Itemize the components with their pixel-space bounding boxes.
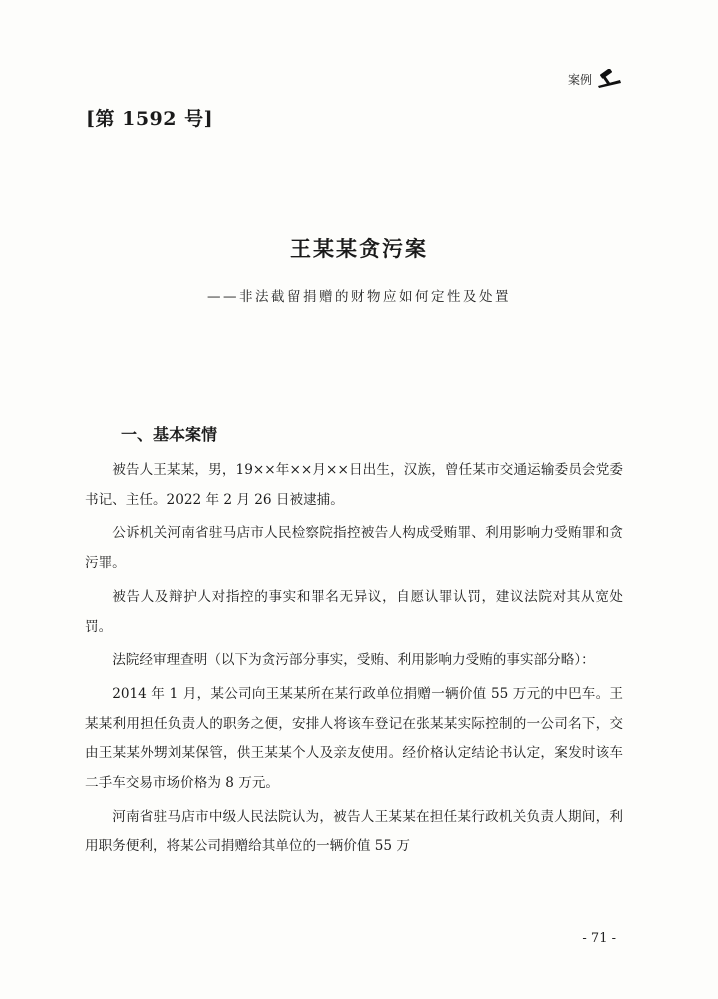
- paragraph: 2014 年 1 月，某公司向王某某所在某行政单位捐赠一辆价值 55 万元的中巴车。王某某利用担任负责人的职务之便，安排人将该车登记在张某某实际控制的一公司名下，交由王某某外甥刘某保管，供王某某个人及亲友使用。经价格认定结论书认定，案发时该车二手车交易市场价格为 8 万元。: [85, 685, 623, 792]
- section-heading: 一、基本案情: [121, 425, 218, 444]
- paragraph: 被告人王某某，男，19××年××月××日出生，汉族，曾任某市交通运输委员会党委书记、主任。2022 年 2 月 26 日被逮捕。: [85, 462, 623, 508]
- running-header: [568, 69, 622, 89]
- document-title: 王某某贪污案: [290, 236, 428, 261]
- header-label: 案例: [567, 72, 592, 87]
- page-number: - 71 -: [582, 931, 616, 946]
- document-subtitle: ——非法截留捐赠的财物应如何定性及处置: [207, 289, 511, 305]
- body-text: [85, 456, 623, 866]
- paragraph: 法院经审理查明（以下为贪污部分事实，受贿、利用影响力受贿的事实部分略）：: [112, 652, 595, 669]
- paragraph: 被告人及辩护人对指控的事实和罪名无异议，自愿认罪认罚，建议法院对其从宽处罚。: [85, 588, 623, 635]
- case-number: [第 1592 号]: [86, 108, 214, 130]
- gavel-icon: [596, 69, 622, 89]
- paragraph: 公诉机关河南省驻马店市人民检察院指控被告人构成受贿罪、利用影响力受贿罪和贪污罪。: [85, 525, 623, 572]
- paragraph: 河南省驻马店市中级人民法院认为，被告人王某某在担任某行政机关负责人期间，利用职务便利，将某公司捐赠给其单位的一辆价值 55 万: [85, 808, 623, 855]
